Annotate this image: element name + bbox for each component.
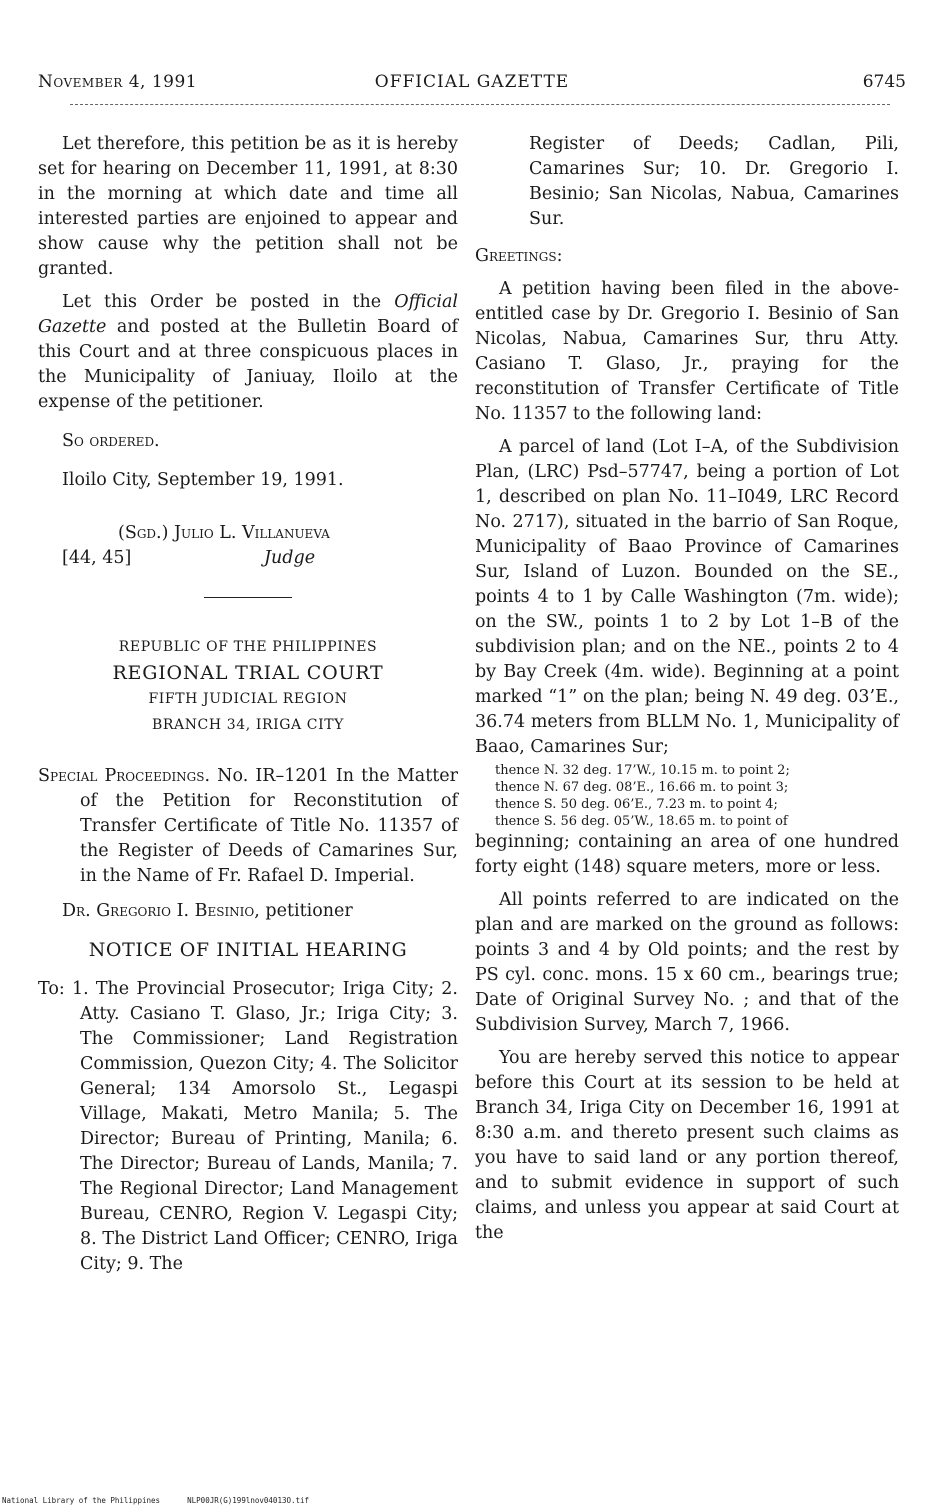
header-rule <box>70 104 890 105</box>
court-branch: BRANCH 34, IRIGA CITY <box>151 717 345 733</box>
greetings: Greetings: <box>475 246 563 266</box>
notice-title: NOTICE OF INITIAL HEARING <box>88 939 408 961</box>
running-header <box>38 72 906 98</box>
addressees: To: 1. The Provincial Prosecutor; Iriga City; 2. Atty. Casiano T. Glaso, Jr.; Iriga City; 3. The Commissioner; Land Registration Commission, Quezon City; 4. The Solicitor General; 134 Amorsolo St., Legaspi Village, Makati, Metro Manila; 5. The Director; Bureau of Printing, Manila; 6. The Director; Bureau of Lands, Manila; 7. The Regional Director; Land Management Bureau, CENRO, Region V. Legaspi City; 8. The District Land Officer; CENRO, Iriga City; 9. The <box>38 979 458 1274</box>
signatory: (Sgd.) Julio L. Villanueva <box>118 523 330 543</box>
section-separator <box>204 597 292 598</box>
right-column <box>475 132 899 1254</box>
bearing-line: thence S. 50 deg. 06’E., 7.23 m. to point 4; <box>495 797 778 812</box>
court-name: REGIONAL TRIAL COURT <box>112 662 384 684</box>
petitioner-line: Dr. Gregorio I. Besinio, petitioner <box>62 901 353 921</box>
case-caption: Special Proceedings. No. IR–1201 In the Matter of the Petition for Reconstitution of Transfer Certificate of Title No. 11357 of the Register of Deeds of Camarines Sur, in the Name of Fr. Rafael D. Imperial. <box>38 766 458 886</box>
publication-title: OFFICIAL GAZETTE <box>374 72 570 92</box>
left-column <box>38 132 458 1277</box>
bearings-list <box>475 762 899 830</box>
gazette-name: Official Gazette <box>38 292 458 337</box>
posting-paragraph: Let this Order be posted in the Official Gazette and posted at the Bulletin Board of this Court and at three conspicuous places in the Municipality of Janiuay, Iloilo at the expense of the petitioner. <box>38 292 458 412</box>
bearing-line: thence S. 56 deg. 05’W., 18.65 m. to point of <box>495 814 788 829</box>
so-ordered: So ordered. <box>62 431 160 451</box>
judge-title: Judge <box>264 548 316 568</box>
reference-number: [44, 45] <box>62 548 132 568</box>
hearing-paragraph: Let therefore, this petition be as it is hereby set for hearing on December 11, 1991, at 8:30 in the morning at which date and time all interested parties are enjoined to appear and show cause why the petition shall not be granted. <box>38 134 458 279</box>
judicial-region: FIFTH JUDICIAL REGION <box>148 691 348 707</box>
court-heading <box>38 634 458 738</box>
republic-line: REPUBLIC OF THE PHILIPPINES <box>118 639 378 655</box>
place-date: Iloilo City, September 19, 1991. <box>62 470 344 490</box>
petition-paragraph: A petition having been filed in the above-entitled case by Dr. Gregorio I. Besinio of San Nicolas, Nabua, Camarines Sur, thru Atty. Casiano T. Glaso, Jr., praying for the reconstitution of Transfer Certificate of Title No. 11357 to the following land: <box>475 279 899 424</box>
summons-paragraph: You are hereby served this notice to appear before this Court at its session to be held at Branch 34, Iriga City on December 16, 1991 at 8:30 a.m. and thereto present such claims as you have to said land or any portion thereof, and to submit evidence in support of such claims, and unless you appear at said Court at the <box>475 1048 899 1243</box>
issue-date: November 4, 1991 <box>38 72 198 92</box>
signature-block <box>38 521 458 571</box>
addressees-continued: Register of Deeds; Cadlan, Pili, Camarines Sur; 10. Dr. Gregorio I. Besinio; San Nicolas, Nabua, Camarines Sur. <box>529 134 899 229</box>
points-paragraph: All points referred to are indicated on the plan and are marked on the ground as follows: points 3 and 4 by Old points; and the rest by PS cyl. conc. mons. 15 x 60 cm., bearings true; Date of Original Survey No. ; and that of the Subdivision Survey, March 7, 1966. <box>475 890 899 1035</box>
scan-footer: National Library of the Philippines NLP00JR(G)199lnov04013O.tif <box>2 1496 310 1505</box>
page-number: 6745 <box>862 72 906 92</box>
land-description: A parcel of land (Lot I–A, of the Subdivision Plan, (LRC) Psd–57747, being a portion of Lot 1, described on plan No. 11–I049, LRC Record No. 2717), situated in the barrio of San Roque, Municipality of Baao Province of Camarines Sur, Island of Luzon. Bounded on the SE., points 4 to 1 by Calle Washington (7m. wide); on the SW., points 1 to 2 by Lot 1–B of the subdivision plan; and on the NE., points 2 to 4 by Bay Creek (4m. wide). Beginning at a point marked “1” on the plan; being N. 49 deg. 03’E., 36.74 meters from BLLM No. 1, Municipality of Baao, Camarines Sur; <box>475 437 899 757</box>
bearing-line: thence N. 67 deg. 08’E., 16.66 m. to point 3; <box>495 780 789 795</box>
area-paragraph: beginning; containing an area of one hundred forty eight (148) square meters, more or less. <box>475 832 899 877</box>
bearing-line: thence N. 32 deg. 17’W., 10.15 m. to point 2; <box>495 763 790 778</box>
